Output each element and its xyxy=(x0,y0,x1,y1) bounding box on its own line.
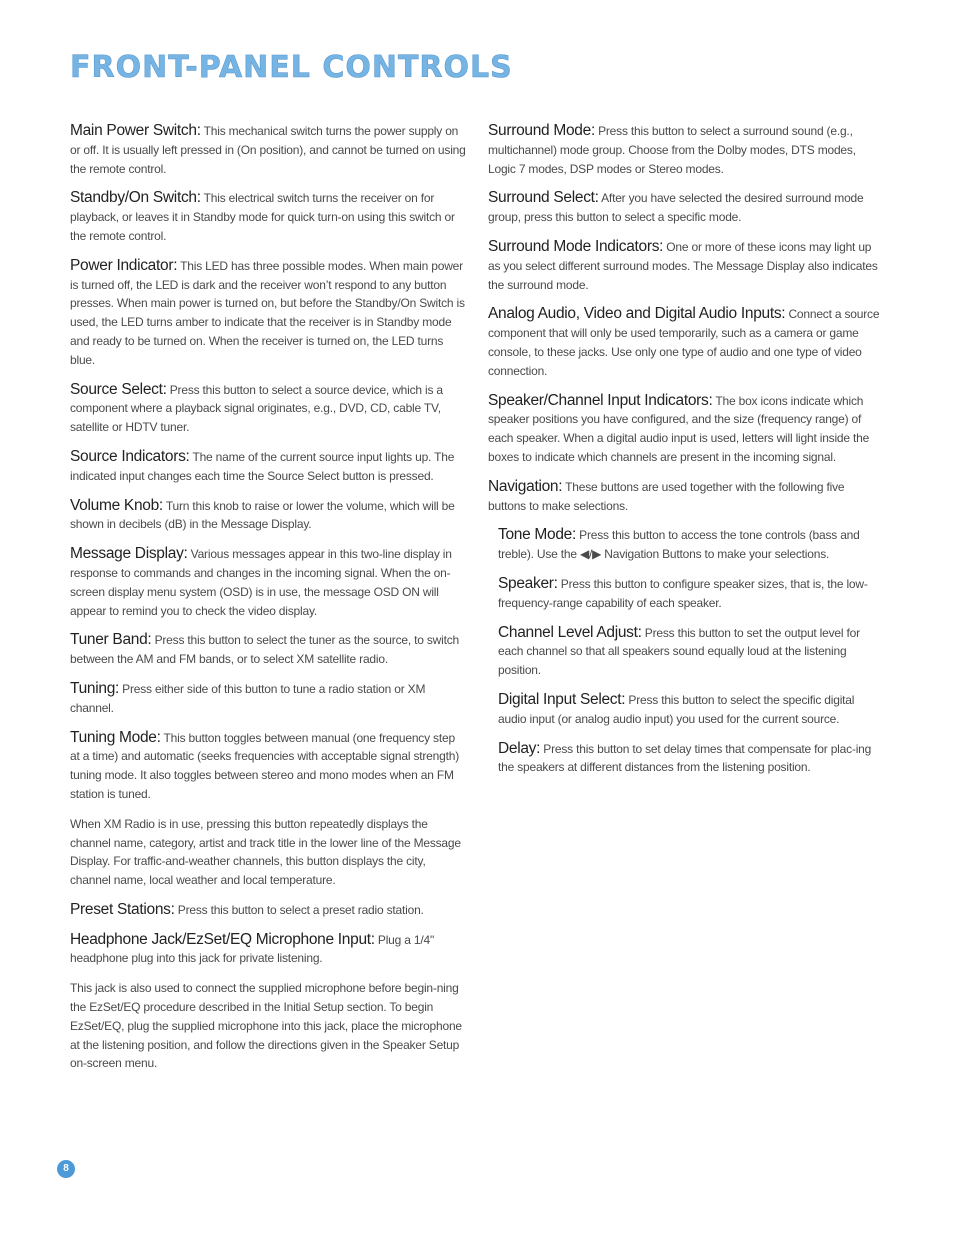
entry-power-indicator xyxy=(70,257,466,370)
entry-description: Turn this knob to raise or lower the volume, which will be shown in decibels (dB) in the Message Display. xyxy=(70,498,455,532)
entry-description: Press this button to set the output level for each channel so that all speakers sound equally loud at the listening position. xyxy=(498,625,860,678)
entry-term: Speaker: xyxy=(498,574,558,592)
entry-description: Press this button to configure speaker sizes, that is, the low-frequency-range capability of each speaker. xyxy=(498,576,868,610)
entry-description: The box icons indicate which speaker positions you have configured, and the size (frequency range) of each speaker. When a digital audio input is used, letters will light inside the boxes to indicate which channels are present in the incoming signal. xyxy=(488,393,870,464)
entry-description: This electrical switch turns the receiver on for playback, or leaves it in Standby mode for quick turn-on using this switch or the remote control. xyxy=(70,191,455,243)
entry-term: Headphone Jack/EzSet/EQ Microphone Input: xyxy=(70,930,375,948)
entry-surround-mode-indicators xyxy=(488,238,882,294)
entry-description: This LED has three possible modes. When main power is turned off, the LED is dark and the receiver won’t respond to any button presses. When main power is turned on, but before the Standby/On Switch is used, the LED turns amber to indicate that the receiver is in Standby mode and ready to be turned on. When the receiver is turned on, the LED turns blue. xyxy=(70,258,465,367)
entry-headphone-jack-ezset-eq-microphone-input xyxy=(70,931,466,969)
entry-term: Speaker/Channel Input Indicators: xyxy=(488,391,713,409)
paragraph-note: This jack is also used to connect the supplied microphone before begin-ning the EzSet/EQ procedure described in the Initial Setup section. To begin EzSet/EQ, plug the supplied microphone into this jack, place the microphone at the listening position, and follow the directions given in the Speaker Setup on-screen menu. xyxy=(70,981,462,1071)
page-number-badge: 8 xyxy=(57,1160,75,1178)
entry-description: Press this button to select a surround sound (e.g., multichannel) mode group. Choose from the Dolby modes, DTS modes, Logic 7 modes, DSP modes or Stereo modes. xyxy=(488,124,856,176)
entry-description: Press this button to set delay times that compensate for plac-ing the speakers at different distances from the listening position. xyxy=(498,741,872,775)
entry-message-display xyxy=(70,545,466,620)
entry-term: Source Indicators: xyxy=(70,447,190,465)
entry-term: Main Power Switch: xyxy=(70,122,201,139)
entry-surround-mode xyxy=(488,122,882,178)
entry-term: Navigation: xyxy=(488,477,563,495)
entry-description: Connect a source component that will only be used temporarily, such as a camera or game console, to these jacks. Use only one type of audio and one type of video connection. xyxy=(488,307,880,378)
entry-source-indicators xyxy=(70,448,466,486)
entry-source-select xyxy=(70,381,466,437)
entry-tuning-mode xyxy=(70,729,466,804)
entry-term: Surround Select: xyxy=(488,189,599,207)
entry-navigation xyxy=(488,478,882,516)
entry-description: Press this button to select a preset radio station. xyxy=(174,902,424,917)
entry-main-power-switch xyxy=(70,122,466,178)
entry-description: One or more of these icons may light up as you select different surround modes. The Message Display also indicates the surround mode. xyxy=(488,239,878,292)
entry-description: This mechanical switch turns the power supply on or off. It is usually left pressed in (On position), and cannot be turned on using the remote control. xyxy=(70,124,466,176)
entry-description: Press this button to select the specific digital audio input (or analog audio input) you used for the current source. xyxy=(498,692,855,726)
entry-description: The name of the current source input lights up. The indicated input changes each time the Source Select button is pressed. xyxy=(70,449,455,483)
entry-term: Channel Level Adjust: xyxy=(498,623,642,641)
entry-tone-mode xyxy=(498,526,882,564)
entry-description: Plug a 1/4" headphone plug into this jack for private listening. xyxy=(70,932,435,966)
entry-description: Various messages appear in this two-line display in response to commands and changes in the incoming signal. When the on-screen display menu system (OSD) is in use, the message OSD ON will appear to remind you to check the video display. xyxy=(70,547,452,618)
entry-term: Surround Mode Indicators: xyxy=(488,237,664,255)
entry-tuning xyxy=(70,680,466,718)
entry-delay xyxy=(498,740,882,778)
entry-description: Press this button to select the tuner as the source, to switch between the AM and FM bands, or to select XM satellite radio. xyxy=(70,633,459,667)
entry-term: Tuning: xyxy=(70,679,120,697)
entry-digital-input-select xyxy=(498,691,882,729)
entry-term: Standby/On Switch: xyxy=(70,189,201,207)
entry-term: Power Indicator: xyxy=(70,256,178,274)
entry-term: Digital Input Select: xyxy=(498,690,626,708)
entry-term: Tone Mode: xyxy=(498,526,576,544)
entry-description: Press this button to select a source device, which is a component where a playback signal originates, e.g., DVD, CD, cable TV, satellite or HDTV tuner. xyxy=(70,382,443,435)
entry-tuner-band xyxy=(70,631,466,669)
entry-speaker-channel-input-indicators xyxy=(488,392,882,467)
right-column xyxy=(488,122,882,788)
entry-term: Preset Stations: xyxy=(70,900,175,918)
entry-preset-stations xyxy=(70,901,466,920)
entry-channel-level-adjust xyxy=(498,624,882,680)
entry-term: Volume Knob: xyxy=(70,496,163,514)
paragraph-note: When XM Radio is in use, pressing this button repeatedly displays the channel name, category, artist and track title in the lower line of the Message Display. For traffic-and-weather channels, this button displays the city, channel name, local weather and local temperature. xyxy=(70,816,461,888)
entry-term: Tuner Band: xyxy=(70,631,152,649)
entry-description: This button toggles between manual (one frequency step at a time) and automatic (seeks frequencies with acceptable signal strength) tuning mode. It also toggles between stereo and mono modes when an FM station is tuned. xyxy=(70,730,460,801)
entry-term: Analog Audio, Video and Digital Audio Inputs: xyxy=(488,305,786,323)
page-title: FRONT-PANEL CONTROLS xyxy=(70,50,513,85)
entry-description: These buttons are used together with the following five buttons to make selections. xyxy=(488,479,845,513)
entry-term: Delay: xyxy=(498,739,541,757)
entry-description: After you have selected the desired surround mode group, press this button to select a specific mode. xyxy=(488,191,864,225)
left-column xyxy=(70,122,466,1084)
entry-term: Source Select: xyxy=(70,380,167,398)
entry-volume-knob xyxy=(70,497,466,535)
entry-standby-on-switch xyxy=(70,189,466,245)
entry-speaker xyxy=(498,575,882,613)
entry-term: Message Display: xyxy=(70,545,188,563)
entry-analog-audio-video-and-digital-audio-inputs xyxy=(488,305,882,380)
entry-term: Surround Mode: xyxy=(488,122,595,139)
entry-term: Tuning Mode: xyxy=(70,728,161,746)
entry-description: Press this button to access the tone controls (bass and treble). Use the ◀/▶ Navigation Buttons to make your selections. xyxy=(498,528,860,562)
entry-description: Press either side of this button to tune a radio station or XM channel. xyxy=(70,681,426,715)
entry-surround-select xyxy=(488,189,882,227)
